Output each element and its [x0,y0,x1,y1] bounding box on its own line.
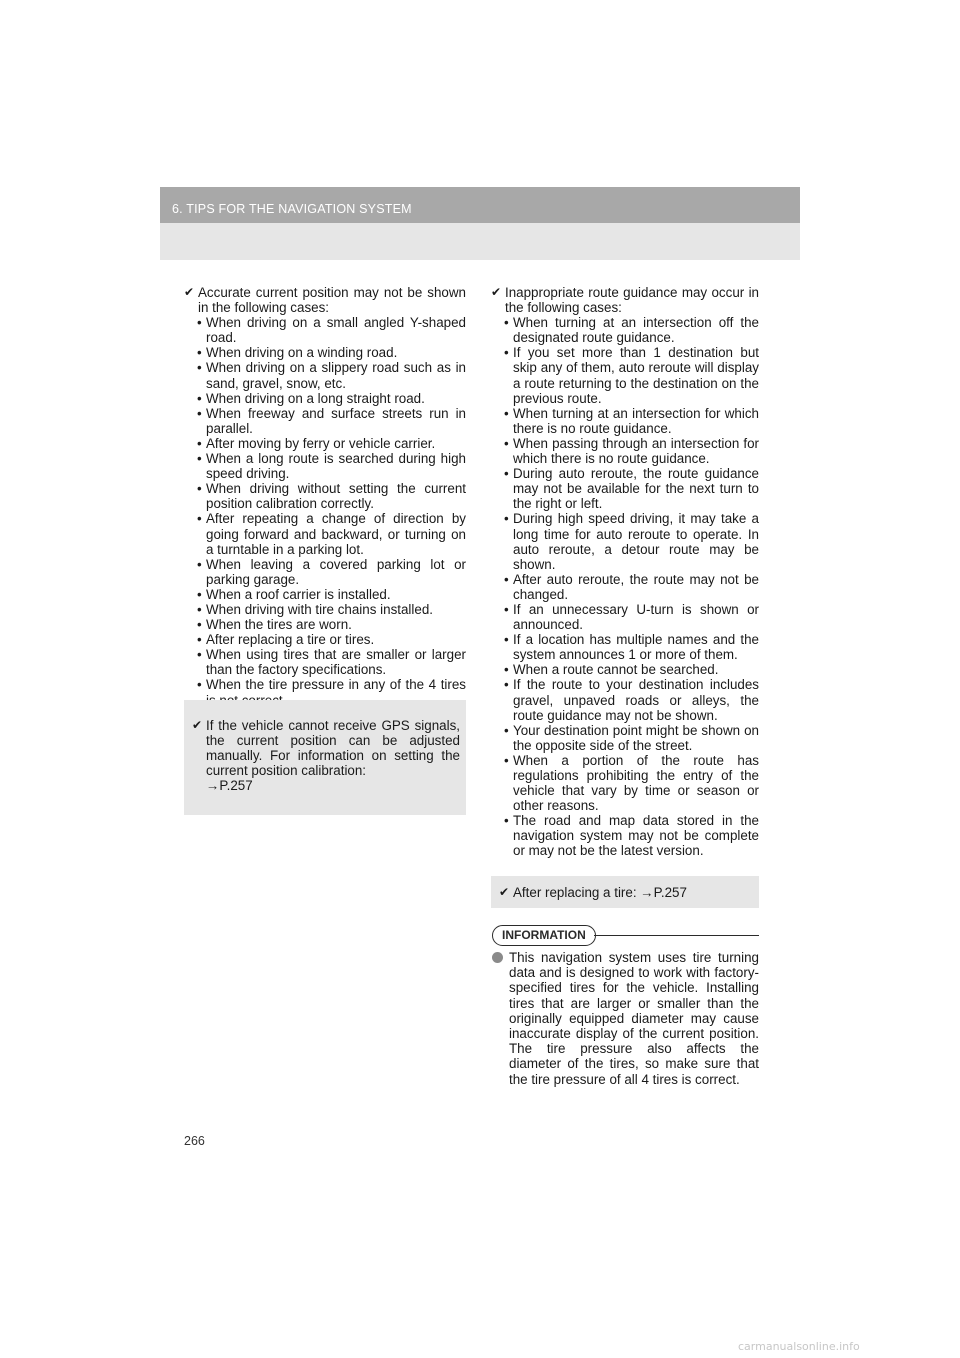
section-header [160,187,800,260]
position-cases-heading: ✔ Accurate current position may not be shown in the following cases: [184,285,466,316]
route-guidance-heading: ✔ Inappropriate route guidance may occur in the following cases: [491,285,759,316]
information-panel [491,950,759,1087]
list-item: • When the tire pressure in any of the 4 tires [197,677,466,693]
check-bullet-icon: ✔ [192,718,203,732]
list-item: • After replacing a tire or tires. [197,632,375,648]
list-item: • When driving with tire chains installed. [197,601,434,617]
list-item: • If an unnecessary U-turn is shown or announced. [504,601,759,633]
list-item: • When driving on a small angled Y-shaped road. [197,315,466,346]
list-item: • If a location has multiple names and the system announces 1 or more of them. [504,632,759,663]
watermark: carmanualsonline.info [738,1340,860,1353]
list-item: • When driving without setting the current position calibration correctly. [197,481,466,512]
list-item: • After repeating a change of direction by going forward and backward, or turning on a turntable in a parking lot. [197,511,466,557]
list-item: • When turning at an intersection off the designated route guidance. [504,315,759,346]
list-item: • During high speed driving, it may take a long time for auto reroute to operate. In auto reroute, a detour route may be shown. [504,511,759,572]
list-item: • During auto reroute, the route guidance may not be available for the next turn to the right or left. [504,466,759,512]
list-item: • When turning at an intersection for which there is no route guidance. [504,405,759,436]
list-item: • When driving on a long straight road. [197,390,425,406]
list-item: • After auto reroute, the route may not be changed. [504,571,759,602]
section-header-strip [160,187,800,223]
list-item: • When driving on a winding road. [197,345,398,361]
list-item: • When driving on a slippery road such as in sand, gravel, snow, etc. [197,360,466,391]
tire-note: ✔ After replacing a tire: →P.257 [499,885,687,900]
tire-note-box [491,876,759,908]
list-item: • If the route to your destination includes gravel, unpaved roads or alleys, the route guidance may not be shown. [504,677,759,723]
list-item: • When a portion of the route has regulations prohibiting the entry of the vehicle that vary by time or season or other reasons. [504,752,759,814]
information-badge: INFORMATION [492,925,596,946]
information-item: This navigation system uses tire turning data and is designed to work with factory-specified tires for the vehicle. Installing tires that are larger or smaller than the originally equipped diameter may cause inaccurate display of the current position. The tire pressure also affects the diameter of the tires, so make sure that the tire pressure of all 4 tires is correct. [491,950,759,1087]
check-bullet-icon: ✔ [499,885,510,899]
check-bullet-icon: ✔ [184,285,195,299]
list-item: • If you set more than 1 destination but skip any of them, auto reroute will display a route returning to the destination on the previous route. [504,345,759,406]
list-item: • After moving by ferry or vehicle carrier. [197,435,436,451]
list-item: • When a long route is searched during high speed driving. [197,451,466,482]
information-divider [594,935,759,936]
list-item: • When freeway and surface streets run in parallel. [197,405,466,436]
list-item: • When leaving a covered parking lot or parking garage. [197,556,466,587]
gps-note: ✔ If the vehicle cannot receive GPS signals, the current position can be adjusted manually. For information on setting the current position calibration: →P.257 [192,718,460,794]
gps-note-box [184,700,466,815]
right-column [491,285,759,859]
circle-bullet-icon [492,952,503,963]
list-item: • When a roof carrier is installed. [197,586,391,602]
list-item: • When a route cannot be searched. [504,662,719,678]
page-number: 266 [184,1134,205,1148]
section-title: 6. TIPS FOR THE NAVIGATION SYSTEM [172,202,412,216]
list-item: • When passing through an intersection for which there is no route guidance. [504,435,759,467]
page-reference-link[interactable]: →P.257 [206,778,253,794]
list-item: • When the tires are worn. [197,617,352,633]
check-bullet-icon: ✔ [491,285,502,299]
list-item: • The road and map data stored in the navigation system may not be complete or may not be the latest version. [504,813,759,859]
left-column [184,285,466,708]
list-item: • Your destination point might be shown on the opposite side of the street. [504,722,759,753]
list-item: • When using tires that are smaller or larger than the factory specifications. [197,647,466,678]
